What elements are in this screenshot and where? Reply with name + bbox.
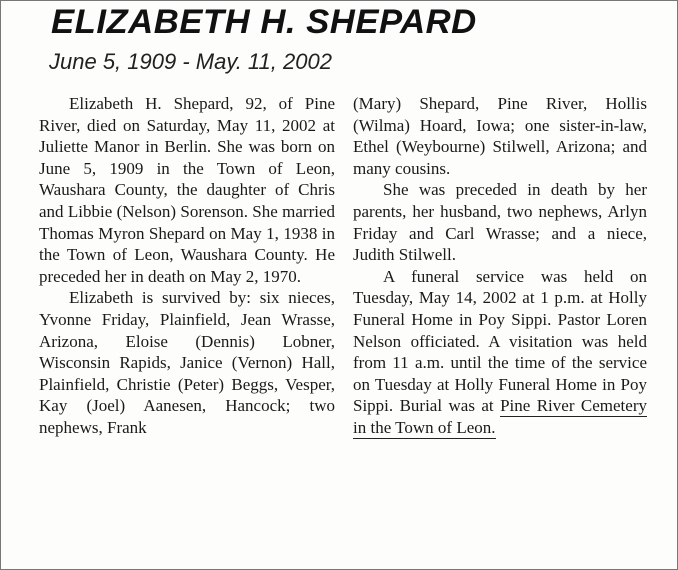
- life-dates: June 5, 1909 - May. 11, 2002: [49, 49, 332, 74]
- obituary-headline: ELIZABETH H. SHEPARD: [51, 3, 477, 41]
- paragraph-funeral: [353, 266, 647, 439]
- funeral-text: A funeral service was held on Tuesday, May 14, 2002 at 1 p.m. at Holly Funeral Home in Poy Sippi. Pastor Loren Nelson officiated. A visitation was held from 11 a.m. until the time of the service on Tuesday at Holly Funeral Home in Poy Sippi. Burial was at: [353, 266, 647, 416]
- right-column: [353, 93, 647, 439]
- paragraph-preceded: She was preceded in death by her parents, her husband, two nephews, Arlyn Friday and Carl Wrasse; and a niece, Judith Stilwell.: [353, 180, 647, 265]
- paragraph-biography: Elizabeth H. Shepard, 92, of Pine River, died on Saturday, May 11, 2002 at Juliette Manor in Berlin. She was born on June 5, 1909 in the Town of Leon, Waushara County, the daughter of Chris and Libbie (Nelson) Sorenson. She married Thomas Myron Shepard on May 1, 1938 in the Town of Leon, Waushara County. He preceded her in death on May 2, 1970.: [39, 94, 335, 286]
- burial-place-underlined: Pine River Cemetery in the Town of Leon.: [353, 396, 647, 437]
- left-column: [39, 93, 335, 439]
- paragraph-survivors: Elizabeth is survived by: six nieces, Yvonne Friday, Plainfield, Jean Wrasse, Arizona, Eloise (Dennis) Lobner, Wisconsin Rapids, Janice (Vernon) Hall, Plainfield, Christie (Peter) Beggs, Vesper, Kay (Joel) Aanesen, Hancock; two nephews, Frank: [39, 288, 335, 437]
- paragraph-survivors-continued: (Mary) Shepard, Pine River, Hollis (Wilma) Hoard, Iowa; one sister-in-law, Ethel (Weybourne) Stilwell, Arizona; and many cousins.: [353, 94, 647, 178]
